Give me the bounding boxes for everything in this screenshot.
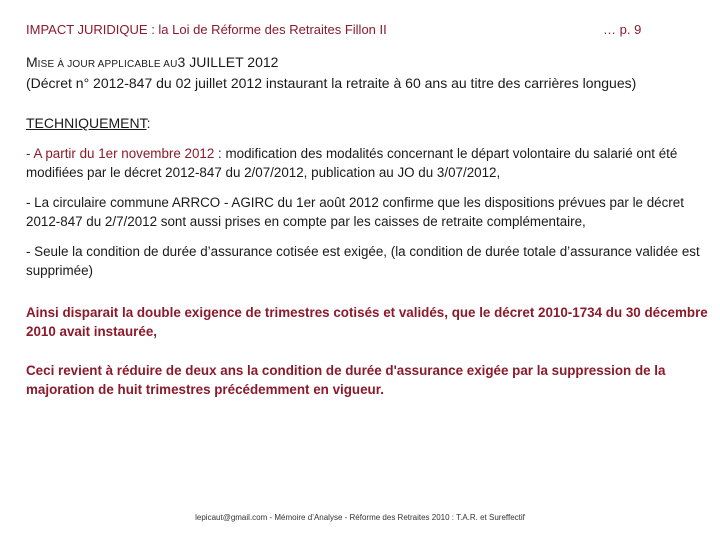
section-label <box>26 115 150 131</box>
update-block <box>26 53 706 93</box>
update-title-smallcaps: ISE À JOUR APPLICABLE AU <box>37 59 178 70</box>
paragraph-3: - Seule la condition de durée d’assurance cotisée est exigée, (la condition de durée totale d’assurance validée est supprimée) <box>26 244 700 278</box>
paragraph-1 <box>26 144 708 182</box>
paragraph-2: - La circulaire commune ARRCO - AGIRC du 1er août 2012 confirme que les dispositions prévues par le décret 2012-847 du 2/7/2012 sont aussi prises en compte par les caisses de retraite complémentaire, <box>26 195 684 229</box>
footer: lepicaut@gmail.com - Mémoire d’Analyse - Réforme des Retraites 2010 : T.A.R. et Sureffectif <box>195 513 525 522</box>
paragraph-4: Ainsi disparait la double exigence de trimestres cotisés et validés, que le décret 2010-1734 du 30 décembre 2010 avait instaurée, <box>26 305 708 339</box>
section-label-colon: : <box>146 115 151 131</box>
section-label-text: TECHNIQUEMENT <box>26 115 147 131</box>
decree-text: (Décret n° 2012-847 du 02 juillet 2012 instaurant la retraite à 60 ans au titre des carrières longues) <box>26 75 637 91</box>
page-number: … p. 9 <box>603 22 642 37</box>
paragraph-1-highlight: - A partir du 1er novembre 2012 <box>26 146 219 161</box>
paragraph-5: Ceci revient à réduire de deux ans la condition de durée d'assurance exigée par la suppression de la majoration de huit trimestres précédemment en vigueur. <box>26 363 666 397</box>
update-title-date: 3 JUILLET 2012 <box>177 54 279 70</box>
header-title: IMPACT JURIDIQUE : la Loi de Réforme des Retraites Fillon II <box>26 22 387 37</box>
paragraph-1-rest: : modification des modalités concernant le départ volontaire du salarié ont été modifiées par le décret 2012-847 du 2/07/2012, publication au JO du 3/07/2012, <box>26 146 678 180</box>
update-title-initial: M <box>26 54 38 70</box>
update-title <box>26 53 706 74</box>
